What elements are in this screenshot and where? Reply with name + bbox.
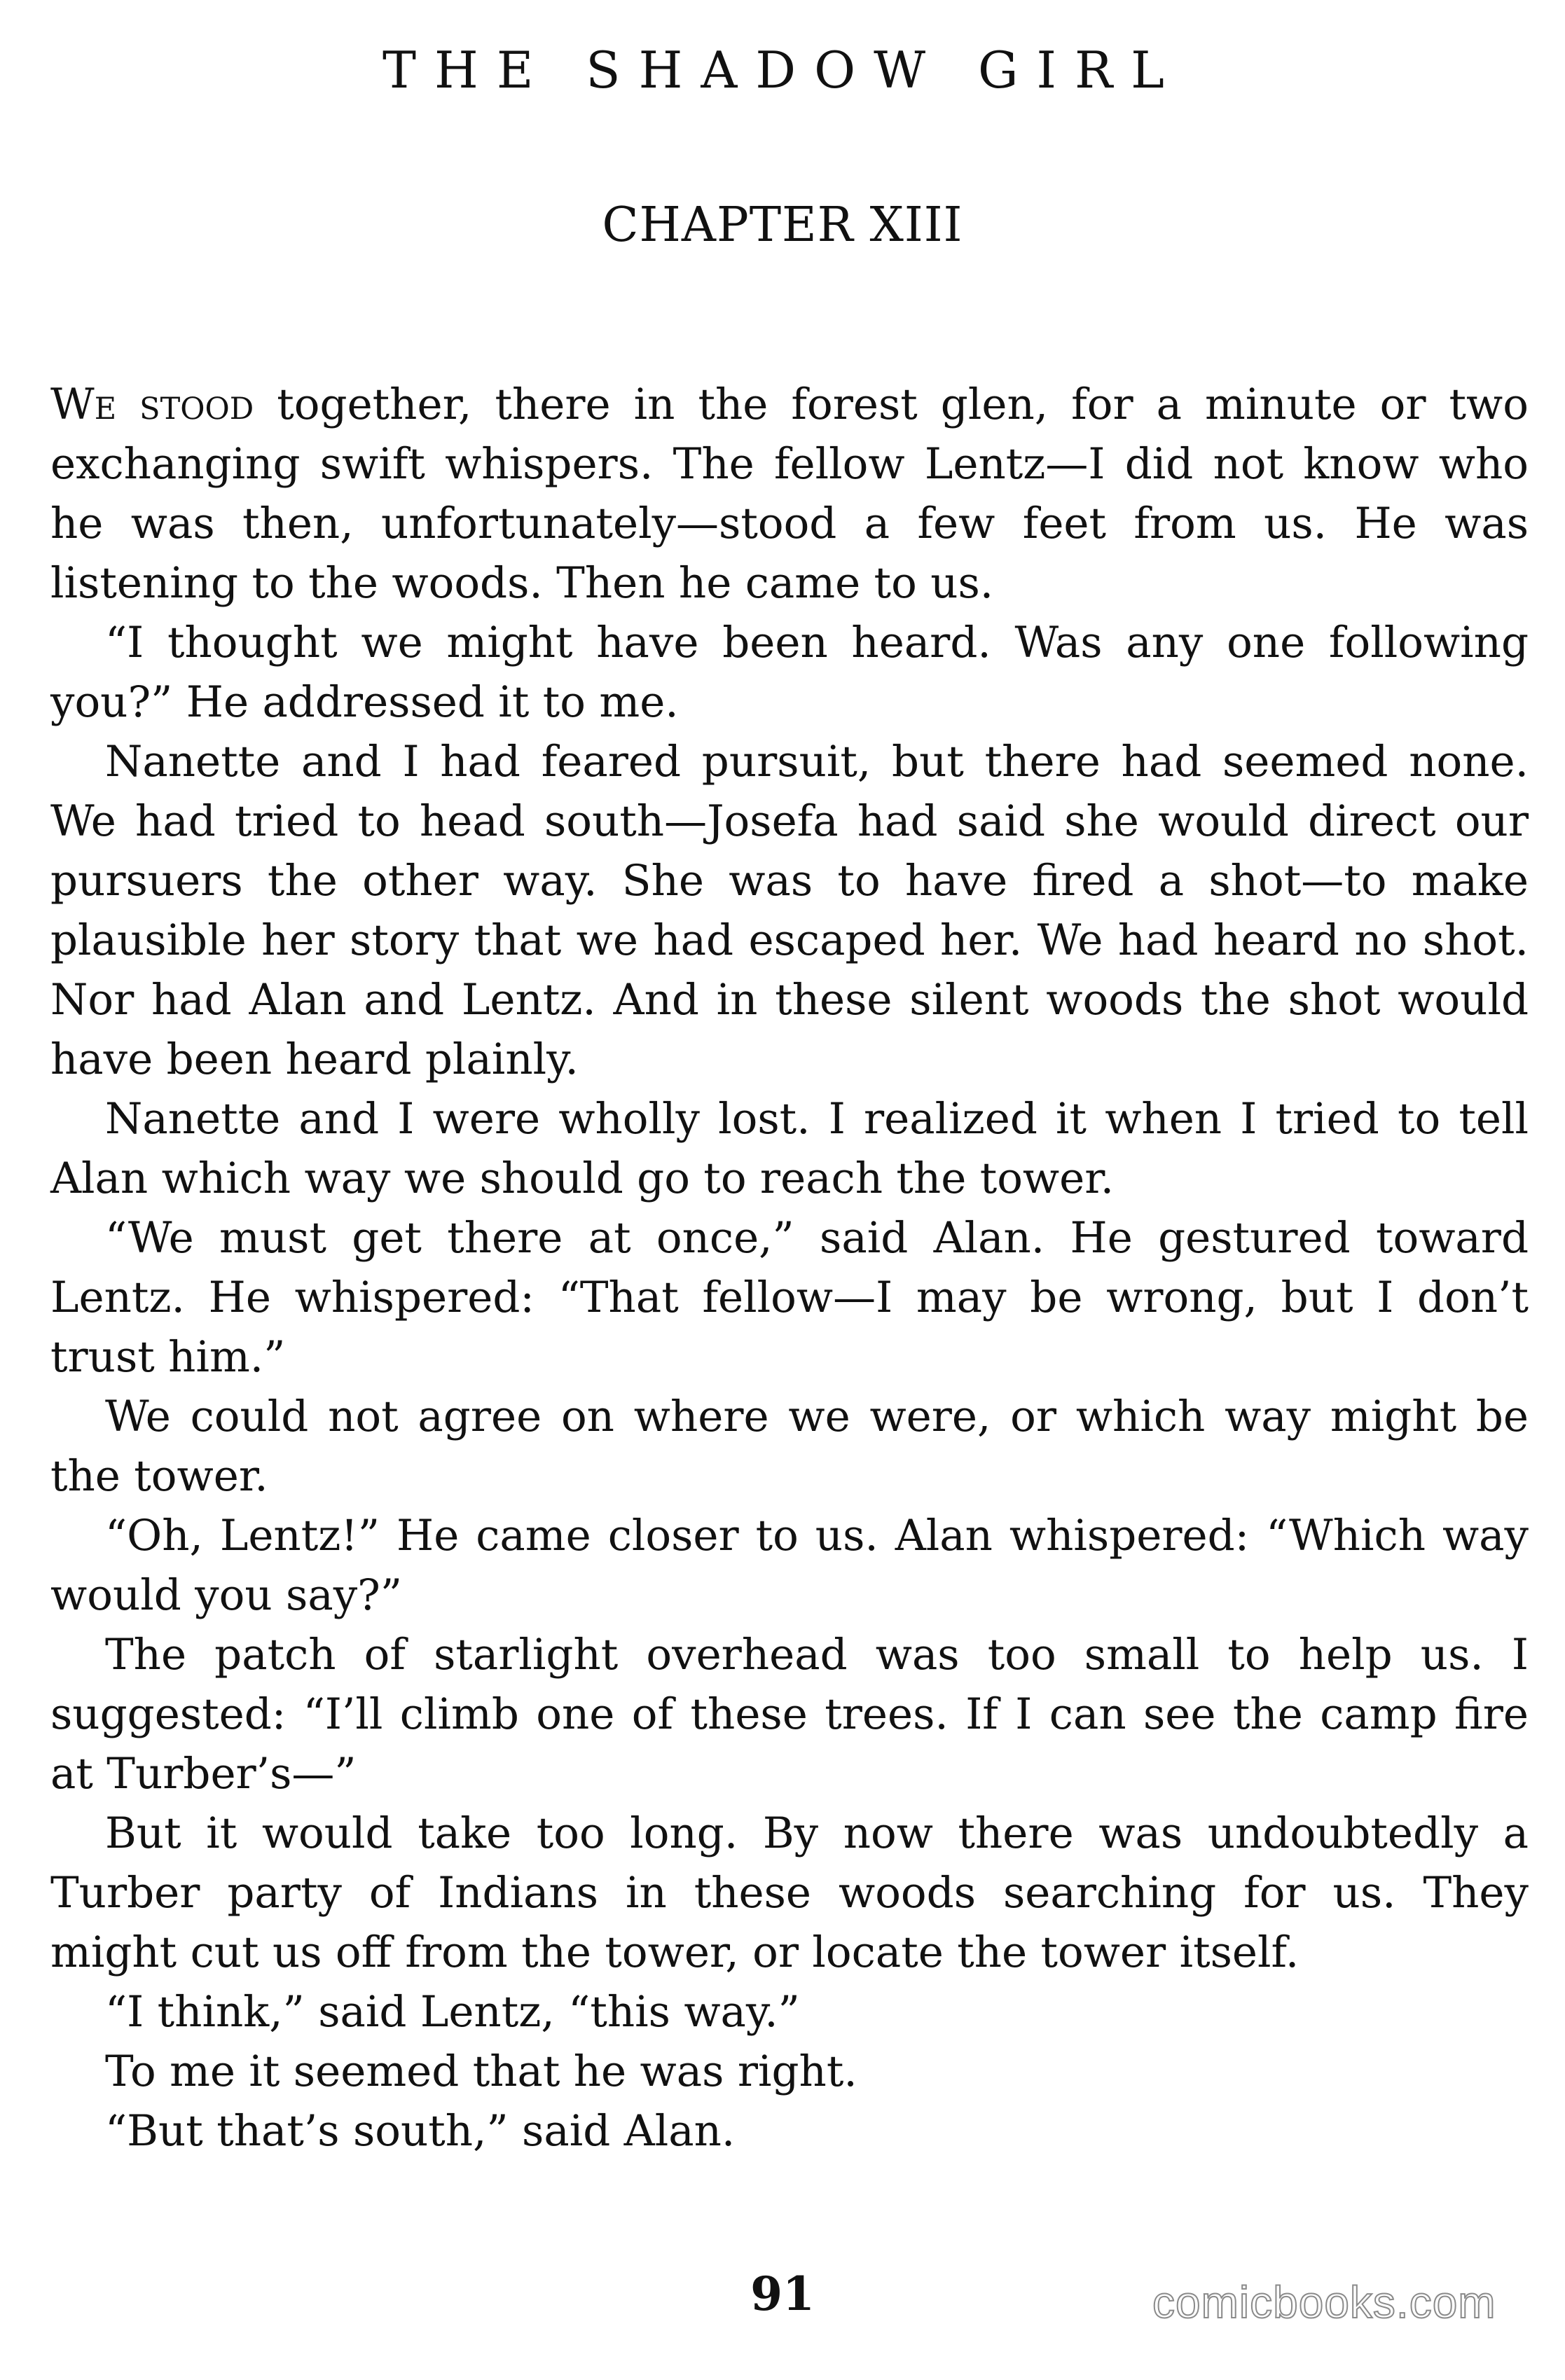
paragraph-11: To me it seemed that he was right. bbox=[105, 2047, 857, 2096]
paragraph-2: “I thought we might have been heard. Was any one following you?” He addressed it to me. bbox=[50, 618, 1529, 727]
running-head: THE SHADOW GIRL bbox=[382, 41, 1183, 99]
paragraph-8: The patch of starlight overhead was too small to help us. I suggested: “I’ll climb one of these trees. If I can see the camp fire at Turber’s—” bbox=[50, 1630, 1529, 1799]
paragraph-10: “I think,” said Lentz, “this way.” bbox=[105, 1987, 800, 2037]
paragraph-6: We could not agree on where we were, or which way might be the tower. bbox=[50, 1392, 1529, 1501]
opening-small-caps: We stood bbox=[50, 380, 254, 429]
page-number: 91 bbox=[750, 2267, 815, 2321]
paragraph-1 bbox=[50, 375, 1529, 613]
paragraph-9: But it would take too long. By now there was undoubtedly a Turber party of Indians in these woods searching for us. They might cut us off from the tower, or locate the tower itself. bbox=[50, 1808, 1529, 1977]
paragraph-1-text: together, there in the forest glen, for a minute or two exchanging swift whispers. The fellow Lentz—I did not know who he was then, unfortunately—stood a few feet from us. He was listening to the woods. Then he came to us. bbox=[50, 380, 1529, 608]
paragraph-3: Nanette and I had feared pursuit, but there had seemed none. We had tried to head south—Josefa had said she would direct our pursuers the other way. She was to have fired a shot—to make plausible her story that we had escaped her. We had heard no shot. Nor had Alan and Lentz. And in these silent woods the shot would have been heard plainly. bbox=[50, 737, 1529, 1084]
chapter-title: CHAPTER XIII bbox=[602, 198, 963, 253]
paragraph-7: “Oh, Lentz!” He came closer to us. Alan whispered: “Which way would you say?” bbox=[50, 1511, 1529, 1620]
watermark: comicbooks.com bbox=[1152, 2277, 1496, 2327]
paragraph-4: Nanette and I were wholly lost. I realized it when I tried to tell Alan which way we should go to reach the tower. bbox=[50, 1094, 1529, 1203]
paragraph-5: “We must get there at once,” said Alan. He gestured toward Lentz. He whispered: “That fellow—I may be wrong, but I don’t trust him.” bbox=[50, 1213, 1529, 1382]
paragraph-12: “But that’s south,” said Alan. bbox=[105, 2106, 736, 2156]
body-text bbox=[50, 375, 1529, 2161]
